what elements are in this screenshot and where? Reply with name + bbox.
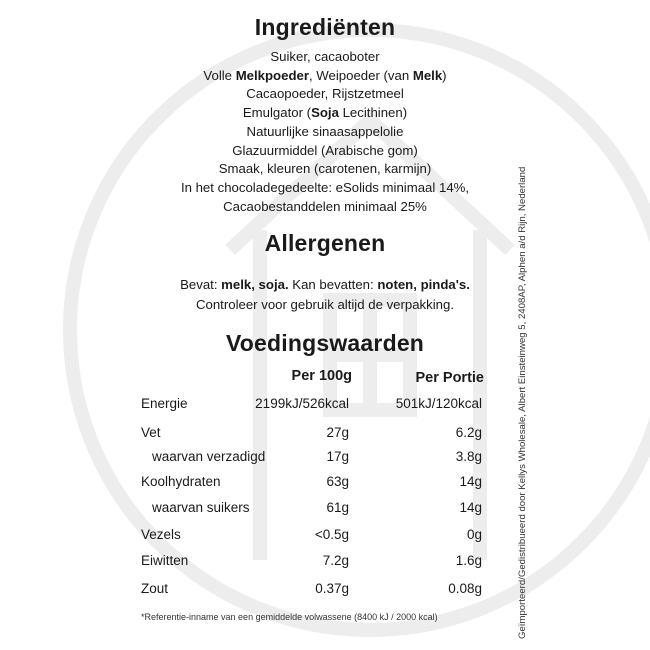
ingredients-title: Ingrediënten bbox=[254, 14, 396, 40]
ingredient-text: Smaak, kleuren (carotenen, karmijn) bbox=[218, 161, 432, 177]
value-per-portion: 1.6g bbox=[455, 553, 482, 568]
ingredient-line bbox=[120, 142, 530, 161]
nutrient-label: Zout bbox=[141, 581, 169, 596]
ingredient-text: Natuurlijke sinaasappelolie bbox=[246, 123, 404, 139]
nutrition-row bbox=[0, 474, 650, 494]
nutrition-row bbox=[0, 449, 650, 469]
nutrient-label: Eiwitten bbox=[141, 553, 189, 568]
allergen-highlight: Soja bbox=[311, 105, 339, 121]
allergens-contains: melk, soja. bbox=[221, 277, 289, 292]
nutrition-title: Voedingswaarden bbox=[225, 330, 425, 356]
nutrient-label: waarvan suikers bbox=[152, 500, 250, 515]
allergens-may-contain: noten, pinda's. bbox=[377, 277, 470, 292]
value-per-100g: 63g bbox=[326, 474, 349, 489]
column-header-per-100g: Per 100g bbox=[291, 368, 352, 384]
value-per-100g: 7.2g bbox=[322, 553, 349, 568]
ingredients-list bbox=[120, 48, 530, 216]
value-per-100g: <0.5g bbox=[314, 527, 349, 542]
nutrition-row bbox=[0, 581, 650, 601]
ingredient-line bbox=[120, 123, 530, 142]
nutrition-row bbox=[0, 500, 650, 520]
ingredient-text: ) bbox=[442, 67, 447, 83]
ingredient-line bbox=[120, 160, 530, 179]
value-per-portion: 0g bbox=[466, 527, 482, 542]
value-per-portion: 14g bbox=[459, 474, 482, 489]
ingredient-line bbox=[120, 85, 530, 104]
nutrition-row bbox=[0, 553, 650, 573]
ingredient-text: In het chocoladegedeelte: eSolids minimaal 14%, bbox=[180, 179, 470, 195]
ingredient-text: , Weipoeder (van bbox=[308, 67, 413, 83]
ingredient-text: Glazuurmiddel (Arabische gom) bbox=[232, 142, 418, 158]
nutrition-row bbox=[0, 396, 650, 416]
ingredient-line bbox=[120, 67, 530, 86]
column-header-per-portion: Per Portie bbox=[415, 370, 484, 386]
allergens-line-2: Controleer voor gebruik altijd de verpakking. bbox=[195, 296, 455, 312]
allergens-prefix: Bevat: bbox=[180, 277, 222, 292]
allergen-highlight: Melk bbox=[412, 67, 443, 83]
ingredient-line bbox=[120, 48, 530, 67]
value-per-portion: 3.8g bbox=[455, 449, 482, 464]
nutrient-label: Vezels bbox=[141, 527, 181, 542]
value-per-100g: 2199kJ/526kcal bbox=[255, 396, 349, 411]
ingredient-line bbox=[120, 104, 530, 123]
nutrient-label: Koolhydraten bbox=[141, 474, 221, 489]
ingredient-text: Volle bbox=[203, 67, 236, 83]
nutrient-label: Vet bbox=[141, 425, 161, 440]
allergens-middle: Kan bevatten: bbox=[288, 277, 378, 292]
value-per-portion: 14g bbox=[459, 500, 482, 515]
value-per-100g: 61g bbox=[326, 500, 349, 515]
ingredient-text: Lecithinen) bbox=[338, 105, 408, 121]
ingredient-text: Suiker, cacaoboter bbox=[270, 49, 380, 64]
ingredient-line bbox=[120, 179, 530, 198]
importer-address: Geïmporteerd/Gedistribueerd door Kellys Wholesale, Albert Einsteinweg 5, 2408AP, Alphen a/d Rijn, Nederland bbox=[517, 166, 528, 639]
value-per-100g: 0.37g bbox=[315, 581, 349, 596]
value-per-portion: 501kJ/120kcal bbox=[395, 396, 482, 411]
allergens-line-1 bbox=[120, 275, 530, 295]
allergen-highlight: Melkpoeder bbox=[235, 67, 309, 83]
nutrient-label: Energie bbox=[141, 396, 188, 411]
nutrition-row bbox=[0, 425, 650, 445]
value-per-portion: 6.2g bbox=[455, 425, 482, 440]
ingredient-text: Emulgator ( bbox=[242, 105, 312, 121]
ingredient-line bbox=[120, 198, 530, 217]
nutrition-row bbox=[0, 527, 650, 547]
value-per-100g: 17g bbox=[326, 449, 349, 464]
ingredient-text: Cacaobestanddelen minimaal 25% bbox=[223, 198, 427, 214]
reference-intake-footnote: *Referentie-inname van een gemiddelde volwassene (8400 kJ / 2000 kcal) bbox=[141, 612, 438, 622]
nutrient-label: waarvan verzadigd bbox=[152, 449, 266, 464]
value-per-100g: 27g bbox=[326, 425, 349, 440]
value-per-portion: 0.08g bbox=[448, 581, 482, 596]
allergens-text bbox=[120, 275, 530, 314]
ingredient-text: Cacaopoeder, Rijstzetmeel bbox=[246, 86, 404, 102]
allergens-title: Allergenen bbox=[264, 230, 386, 256]
